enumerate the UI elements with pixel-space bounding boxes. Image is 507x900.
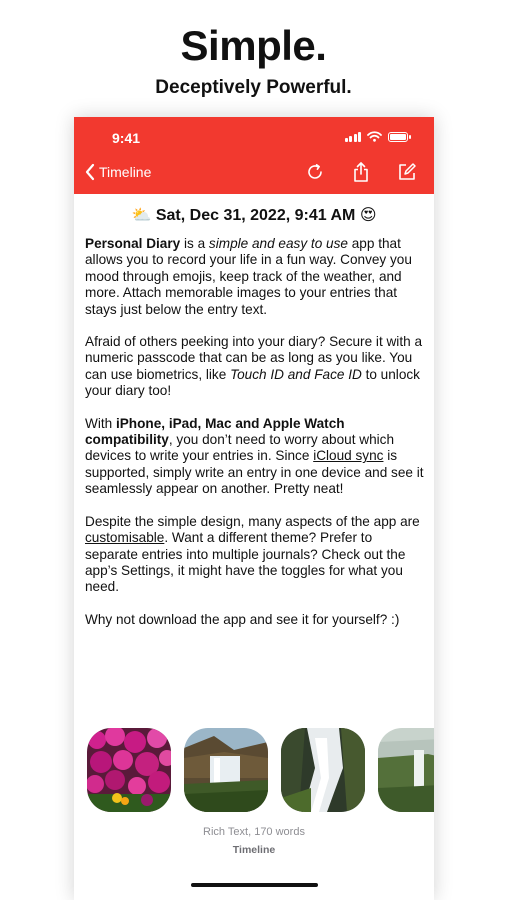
entry-paragraph: Afraid of others peeking into your diary? Secure it with a numeric passcode that can be as long as you like. You can use biometrics, like Touch ID and Face ID to unlock your diary too! — [85, 334, 423, 399]
chevron-left-icon — [84, 163, 96, 181]
entry-paragraph: Why not download the app and see it for yourself? :) — [85, 611, 400, 627]
photo-thumbnail-waterfall[interactable] — [184, 728, 268, 812]
share-button[interactable] — [350, 161, 372, 183]
weather-icon: ⛅ — [131, 205, 152, 224]
refresh-button[interactable] — [304, 161, 326, 183]
phone-screen — [74, 117, 434, 900]
journal-name-label: Timeline — [232, 844, 276, 856]
photo-thumbnail-flowers[interactable] — [87, 728, 171, 812]
share-icon — [351, 161, 371, 183]
edit-icon — [397, 162, 417, 182]
photo-thumbnail-cascade[interactable] — [281, 728, 365, 812]
battery-icon — [388, 132, 408, 142]
entry-paragraph: Personal Diary is a simple and easy to use app that allows you to record your life in a fun way. Convey you mood through emojis, keep track of the weather, and more. Attach memorable images to your entries that stays just below the entry text. — [85, 236, 412, 317]
signal-icon — [345, 131, 362, 142]
image-gallery[interactable] — [87, 728, 434, 816]
promo-subtitle: Deceptively Powerful. — [155, 77, 352, 98]
home-indicator[interactable] — [191, 883, 318, 887]
photo-thumbnail-landscape[interactable] — [378, 728, 434, 812]
refresh-icon — [305, 162, 325, 182]
mood-icon: 😍 — [359, 205, 377, 224]
status-time: 9:41 — [112, 130, 141, 146]
back-button[interactable] — [84, 163, 151, 181]
entry-date: Sat, Dec 31, 2022, 9:41 AM — [155, 207, 356, 224]
back-label: Timeline — [99, 164, 152, 180]
entry-paragraph: With iPhone, iPad, Mac and Apple Watch compatibility, you don’t need to worry about which devices to write your entries in. Since iCloud sync is supported, simply write an entry in one device and see it seamlessly appear on another. Pretty neat! — [85, 415, 424, 497]
compose-button[interactable] — [396, 161, 418, 183]
entry-body[interactable] — [85, 236, 425, 644]
status-icons — [345, 131, 409, 142]
promo-title: Simple. — [180, 22, 327, 69]
entry-paragraph: Despite the simple design, many aspects of the app are customisable. Want a different theme? Prefer to separate entries into multiple journals? Check out the app’s Settings, it might have the toggles for what you need. — [85, 513, 420, 595]
wifi-icon — [367, 131, 382, 142]
word-count-label: Rich Text, 170 words — [203, 826, 305, 838]
navigation-header — [74, 117, 434, 194]
entry-date-heading — [74, 205, 434, 225]
